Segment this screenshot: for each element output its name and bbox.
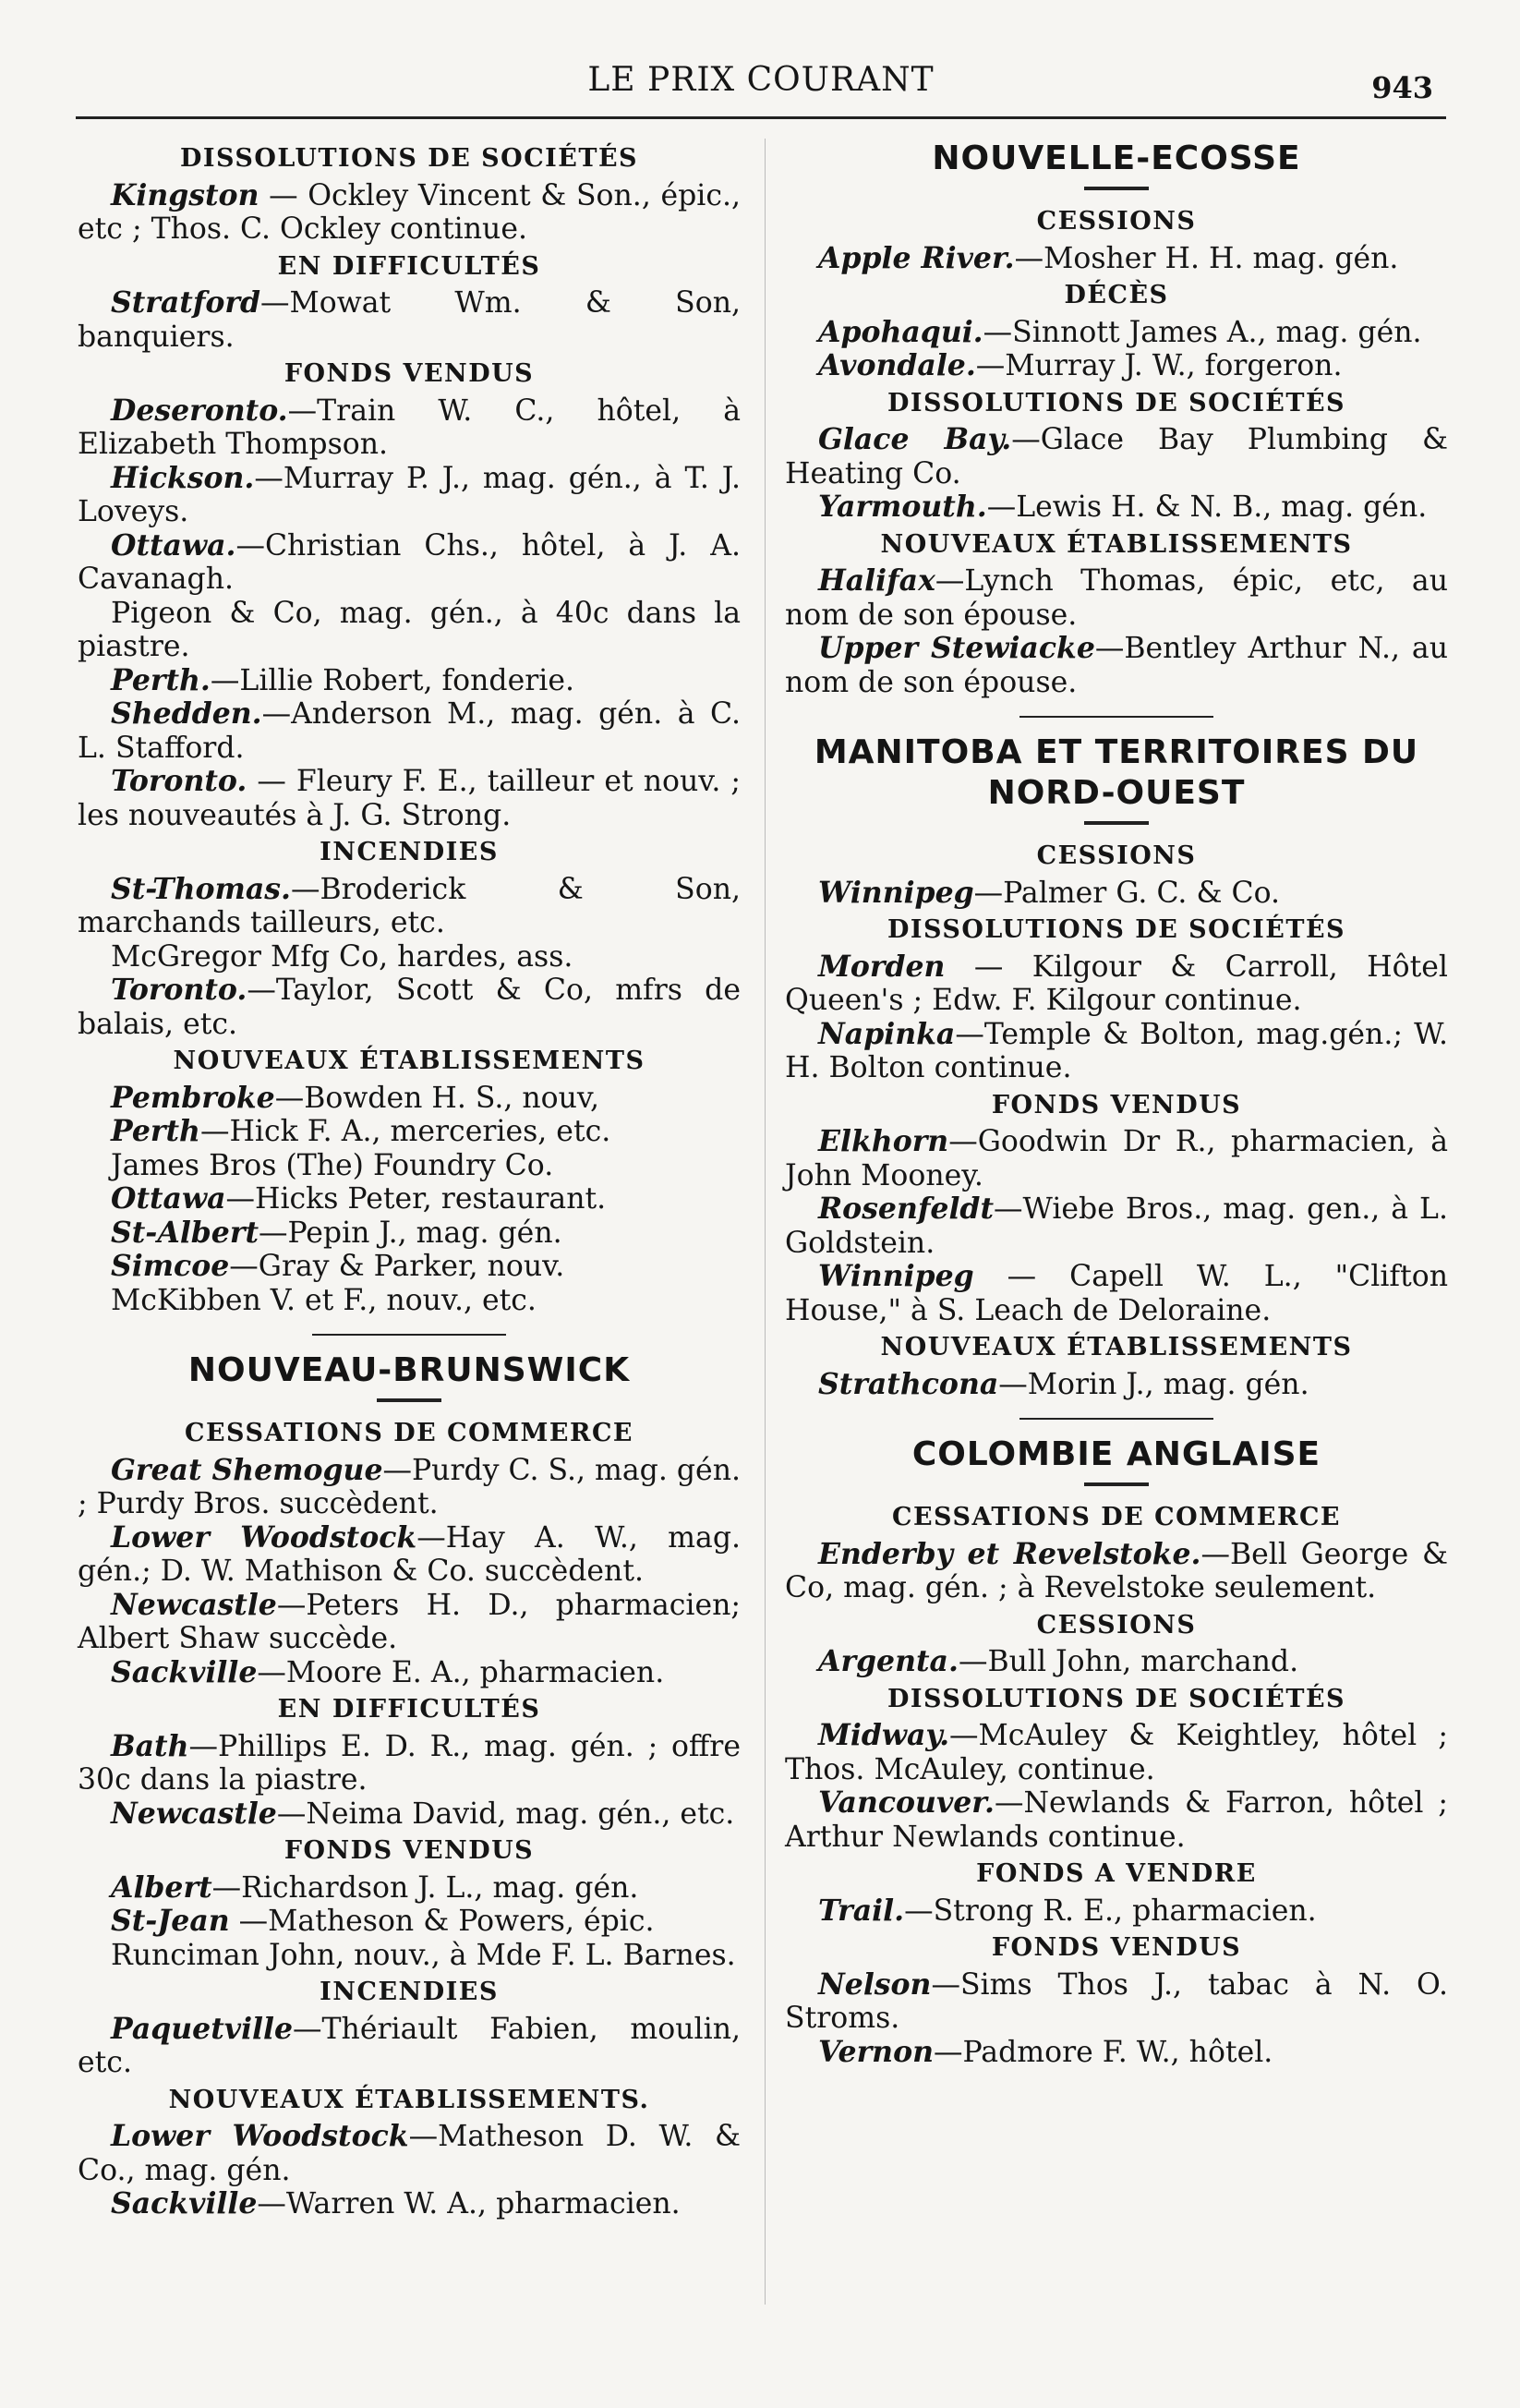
listing-entry [785, 1260, 1448, 1327]
entry-text: —Bell George & Co, mag. gén. ; à Revelstoke seulement. [785, 1537, 1448, 1604]
entry-text: —Pepin J., mag. gén. [259, 1216, 562, 1250]
listing-entry [78, 1250, 741, 1284]
listing-entry [78, 765, 741, 832]
entry-text: —Moore E. A., pharmacien. [257, 1655, 665, 1689]
listing-entry [785, 1894, 1448, 1929]
place-name: Elkhorn [818, 1124, 949, 1158]
section-heading: NOUVEAUX ÉTABLISSEMENTS [173, 1047, 645, 1075]
place-name: St-Thomas. [111, 871, 291, 906]
entry-text: —Goodwin Dr R., pharmacien, à John Mooney. [785, 1125, 1448, 1192]
place-name: St-Jean [111, 1904, 230, 1938]
section-heading: DISSOLUTIONS DE SOCIÉTÉS [887, 915, 1346, 944]
listing-entry [78, 1284, 741, 1318]
left-column [78, 139, 741, 2221]
entry-text: —Palmer G. C. & Co. [973, 876, 1281, 910]
place-name: Vernon [818, 2034, 935, 2069]
place-name: Trail. [818, 1893, 905, 1928]
listing-entry [785, 1786, 1448, 1854]
place-name: Perth. [111, 662, 211, 697]
listing-entry [78, 597, 741, 664]
place-name: Newcastle [111, 1796, 277, 1831]
entry-text: — Ockley Vincent & Son., épic., etc ; Thos. C. Ockley continue. [78, 178, 741, 246]
entry-text: —Bentley Arthur N., au nom de son épouse. [785, 632, 1448, 699]
section-heading: DISSOLUTIONS DE SOCIÉTÉS [887, 388, 1346, 417]
place-name: Sackville [111, 1654, 258, 1689]
place-name: Newcastle [111, 1587, 277, 1622]
entry-text: —Wiebe Bros., mag. gen., à L. Goldstein. [785, 1192, 1448, 1260]
entry-text: —Sims Thos J., tabac à N. O. Stroms. [785, 1967, 1448, 2035]
entry-text: —Lillie Robert, fonderie. [210, 663, 575, 697]
listing-entry [78, 1871, 741, 1906]
listing-entry [78, 1182, 741, 1216]
entry-text: —Bowden H. S., nouv, [274, 1081, 600, 1115]
listing-entry [78, 1656, 741, 1690]
province-block [785, 139, 1448, 699]
listing-entry [78, 1521, 741, 1589]
listing-entry [785, 349, 1448, 383]
place-name: Pembroke [111, 1080, 275, 1115]
listing-entry [78, 940, 741, 974]
listing-entry [785, 1192, 1448, 1260]
listing-entry [78, 2187, 741, 2221]
section-heading: DISSOLUTIONS DE SOCIÉTÉS [887, 1684, 1346, 1713]
listing-entry [785, 1368, 1448, 1402]
entry-text: —Richardson J. L., mag. gén. [211, 1870, 639, 1905]
place-name: Avondale. [818, 348, 976, 382]
section-heading: FONDS A VENDRE [976, 1859, 1257, 1888]
place-name: Ottawa. [111, 527, 236, 563]
listing-entry [78, 462, 741, 529]
place-name: Stratford [111, 285, 261, 320]
section-heading: CESSIONS [1036, 1610, 1197, 1640]
listing-entry [78, 1730, 741, 1797]
section-heading: INCENDIES [320, 1978, 499, 2006]
right-column [785, 139, 1448, 2069]
title-dash [1084, 821, 1149, 825]
entry-text: —Strong R. E., pharmacien. [904, 1894, 1317, 1928]
entry-text: —Mosher H. H. mag. gén. [1014, 241, 1399, 275]
listing-entry [78, 1115, 741, 1149]
place-name: Vancouver. [818, 1785, 995, 1820]
section-heading: CESSIONS [1036, 841, 1197, 870]
entry-text: —Anderson M., mag. gén. à C. L. Stafford. [78, 697, 741, 765]
page-number: 943 [1371, 70, 1433, 105]
place-name: Apohaqui. [818, 314, 983, 349]
listing-entry [78, 664, 741, 698]
entry-text: —Newlands & Farron, hôtel ; Arthur Newlands continue. [785, 1786, 1448, 1854]
place-name: Bath [111, 1728, 189, 1763]
entry-text: —Hay A. W., mag. gén.; D. W. Mathison & Co. succèdent. [78, 1520, 741, 1588]
section-heading: FONDS VENDUS [283, 1836, 535, 1865]
entry-text: —Bull John, marchand. [958, 1645, 1299, 1678]
entry-text: — Kilgour & Carroll, Hôtel Queen's ; Edw. F. Kilgour continue. [785, 950, 1448, 1017]
entry-text: —Phillips E. D. R., mag. gén. ; offre 30c dans la piastre. [78, 1729, 741, 1797]
entry-text: —Temple & Bolton, mag.gén.; W. H. Bolton continue. [785, 1017, 1448, 1084]
listing-entry [785, 1538, 1448, 1605]
place-name: Apple River. [818, 240, 1015, 275]
listing-entry [785, 242, 1448, 276]
listing-entry [78, 394, 741, 462]
place-name: Shedden. [111, 696, 262, 731]
entry-text: —Murray P. J., mag. gén., à T. J. Loveys. [78, 461, 741, 528]
entry-text: —Lewis H. & N. B., mag. gén. [986, 490, 1428, 524]
page-header [76, 54, 1446, 115]
section-heading: EN DIFFICULTÉS [277, 251, 541, 281]
listing-entry [785, 423, 1448, 490]
listing-entry [785, 877, 1448, 911]
place-name: Great Shemogue [111, 1452, 383, 1487]
listing-entry [785, 564, 1448, 632]
entry-text: —Lynch Thomas, épic, etc, au nom de son épouse. [785, 564, 1448, 632]
entry-text: — Capell W. L., "Clifton House," à S. Leach de Deloraine. [785, 1260, 1448, 1327]
listing-entry [785, 1645, 1448, 1679]
section-heading: EN DIFFICULTÉS [277, 1695, 541, 1724]
section-heading: CESSATIONS DE COMMERCE [891, 1503, 1342, 1531]
entry-text: — Fleury F. E., tailleur et nouv. ; les nouveautés à J. G. Strong. [78, 765, 741, 832]
province-title: NOUVEAU-BRUNSWICK [187, 1351, 631, 1389]
place-name: Toronto. [111, 973, 247, 1007]
place-name: St-Albert [111, 1215, 259, 1250]
listing-entry [78, 974, 741, 1041]
listing-entry [78, 2120, 741, 2187]
listing-entry [785, 1018, 1448, 1085]
entry-text: —Purdy C. S., mag. gén. ; Purdy Bros. succèdent. [78, 1453, 741, 1520]
listing-entry [78, 179, 741, 247]
listing-entry [78, 1939, 741, 1973]
header-rule [76, 116, 1446, 119]
entry-text: —Sinnott James A., mag. gén. [983, 315, 1422, 349]
entry-text: —Hick F. A., merceries, etc. [199, 1115, 611, 1148]
place-name: Winnipeg [818, 875, 974, 910]
place-name: Enderby et Revelstoke. [818, 1536, 1201, 1571]
place-name: Glace Bay. [818, 422, 1012, 456]
section-heading: CESSATIONS DE COMMERCE [184, 1419, 634, 1447]
listing-entry [785, 2036, 1448, 2070]
province-title: MANITOBA ET TERRITOIRES DU NORD-OUEST [814, 733, 1419, 812]
title-dash [1084, 187, 1149, 190]
section-heading: NOUVEAUX ÉTABLISSEMENTS [880, 529, 1353, 559]
entry-text: —Warren W. A., pharmacien. [257, 2187, 681, 2220]
title-dash [377, 1398, 441, 1402]
place-name: Nelson [818, 1966, 932, 2002]
listing-entry [78, 529, 741, 597]
listing-entry [78, 873, 741, 940]
listing-entry [785, 316, 1448, 350]
listing-entry [785, 1719, 1448, 1786]
place-name: Ottawa [111, 1181, 226, 1216]
place-name: Upper Stewiacke [818, 631, 1095, 665]
place-name: Albert [111, 1870, 212, 1905]
listing-entry [78, 1454, 741, 1521]
listing-entry [785, 632, 1448, 699]
title-dash [1084, 1482, 1149, 1486]
entry-text: McKibben V. et F., nouv., etc. [111, 1283, 537, 1317]
entry-text: Pigeon & Co, mag. gén., à 40c dans la piastre. [78, 596, 741, 663]
listing-entry [785, 490, 1448, 525]
place-name: Sackville [111, 2186, 258, 2220]
place-name: Yarmouth. [818, 490, 987, 524]
entry-text: —Hicks Peter, restaurant. [225, 1182, 607, 1216]
section-heading: NOUVEAUX ÉTABLISSEMENTS [880, 1333, 1353, 1361]
column-divider [765, 139, 766, 2305]
place-name: Napinka [818, 1016, 956, 1051]
entry-text: James Bros (The) Foundry Co. [111, 1148, 554, 1182]
listing-entry [78, 1216, 741, 1251]
entry-text: —Murray J. W., forgeron. [975, 349, 1343, 382]
section-heading: DÉCÈS [1064, 281, 1169, 309]
place-name: Toronto. [111, 764, 247, 798]
place-name: Kingston [111, 177, 259, 212]
province-block [78, 1334, 741, 2221]
place-name: Lower Woodstock [111, 2119, 409, 2153]
listing-entry [78, 2013, 741, 2080]
place-name: Winnipeg [818, 1259, 974, 1293]
place-name: Lower Woodstock [111, 1519, 417, 1555]
province-block [78, 142, 741, 1317]
section-heading: NOUVEAUX ÉTABLISSEMENTS. [168, 2085, 650, 2114]
place-name: Simcoe [111, 1249, 230, 1283]
listing-entry [78, 1905, 741, 1939]
place-name: Paquetville [111, 2011, 294, 2046]
province-block [785, 716, 1448, 1401]
listing-entry [785, 1125, 1448, 1192]
entry-text: —Glace Bay Plumbing & Heating Co. [785, 423, 1448, 490]
province-block [785, 1418, 1448, 2069]
place-name: Midway. [818, 1718, 950, 1752]
entry-text: —Padmore F. W., hôtel. [934, 2035, 1273, 2069]
entry-text: —McAuley & Keightley, hôtel ; Thos. McAuley, continue. [785, 1719, 1448, 1786]
province-rule [1019, 716, 1213, 718]
section-heading: INCENDIES [320, 838, 499, 866]
section-heading: FONDS VENDUS [991, 1933, 1242, 1962]
place-name: Halifax [818, 563, 935, 598]
province-rule [1019, 1418, 1213, 1420]
section-heading: FONDS VENDUS [283, 359, 535, 388]
place-name: Perth [111, 1114, 200, 1148]
entry-text: —Matheson & Powers, épic. [229, 1905, 655, 1938]
entry-text: —Morin J., mag. gén. [998, 1367, 1309, 1401]
entry-text: —Matheson D. W. & Co., mag. gén. [78, 2120, 741, 2187]
province-title: COLOMBIE ANGLAISE [911, 1435, 1321, 1473]
province-rule [312, 1334, 506, 1336]
entry-text: —Thériault Fabien, moulin, etc. [78, 2012, 741, 2079]
place-name: Strathcona [818, 1366, 999, 1401]
entry-text: McGregor Mfg Co, hardes, ass. [111, 939, 573, 974]
entry-text: —Broderick & Son, marchands tailleurs, etc. [78, 872, 741, 939]
entry-text: —Train W. C., hôtel, à Elizabeth Thompson. [78, 393, 741, 461]
place-name: Argenta. [818, 1644, 959, 1678]
listing-entry [785, 950, 1448, 1018]
listing-entry [78, 1149, 741, 1183]
place-name: Rosenfeldt [818, 1192, 994, 1226]
section-heading: FONDS VENDUS [991, 1090, 1242, 1119]
entry-text: —Peters H. D., pharmacien; Albert Shaw succède. [78, 1588, 741, 1655]
listing-entry [78, 1797, 741, 1832]
section-heading: DISSOLUTIONS DE SOCIÉTÉS [179, 144, 639, 173]
listing-entry [78, 697, 741, 765]
entry-text: —Neima David, mag. gén., etc. [276, 1797, 735, 1831]
place-name: Deseronto. [111, 393, 288, 428]
place-name: Morden [818, 949, 946, 984]
listing-entry [78, 1082, 741, 1116]
entry-text: —Taylor, Scott & Co, mfrs de balais, etc. [78, 974, 741, 1041]
entry-text: —Christian Chs., hôtel, à J. A. Cavanagh. [78, 528, 741, 596]
entry-text: —Mowat Wm. & Son, banquiers. [78, 286, 741, 354]
entry-text: —Gray & Parker, nouv. [229, 1250, 565, 1283]
listing-entry [785, 1968, 1448, 2036]
running-title: LE PRIX COURANT [587, 61, 935, 99]
place-name: Hickson. [111, 460, 255, 495]
listing-entry [78, 286, 741, 354]
listing-entry [78, 1589, 741, 1656]
entry-text: Runciman John, nouv., à Mde F. L. Barnes. [111, 1938, 736, 1972]
province-title: NOUVELLE-ECOSSE [932, 139, 1301, 177]
section-heading: CESSIONS [1036, 207, 1197, 236]
